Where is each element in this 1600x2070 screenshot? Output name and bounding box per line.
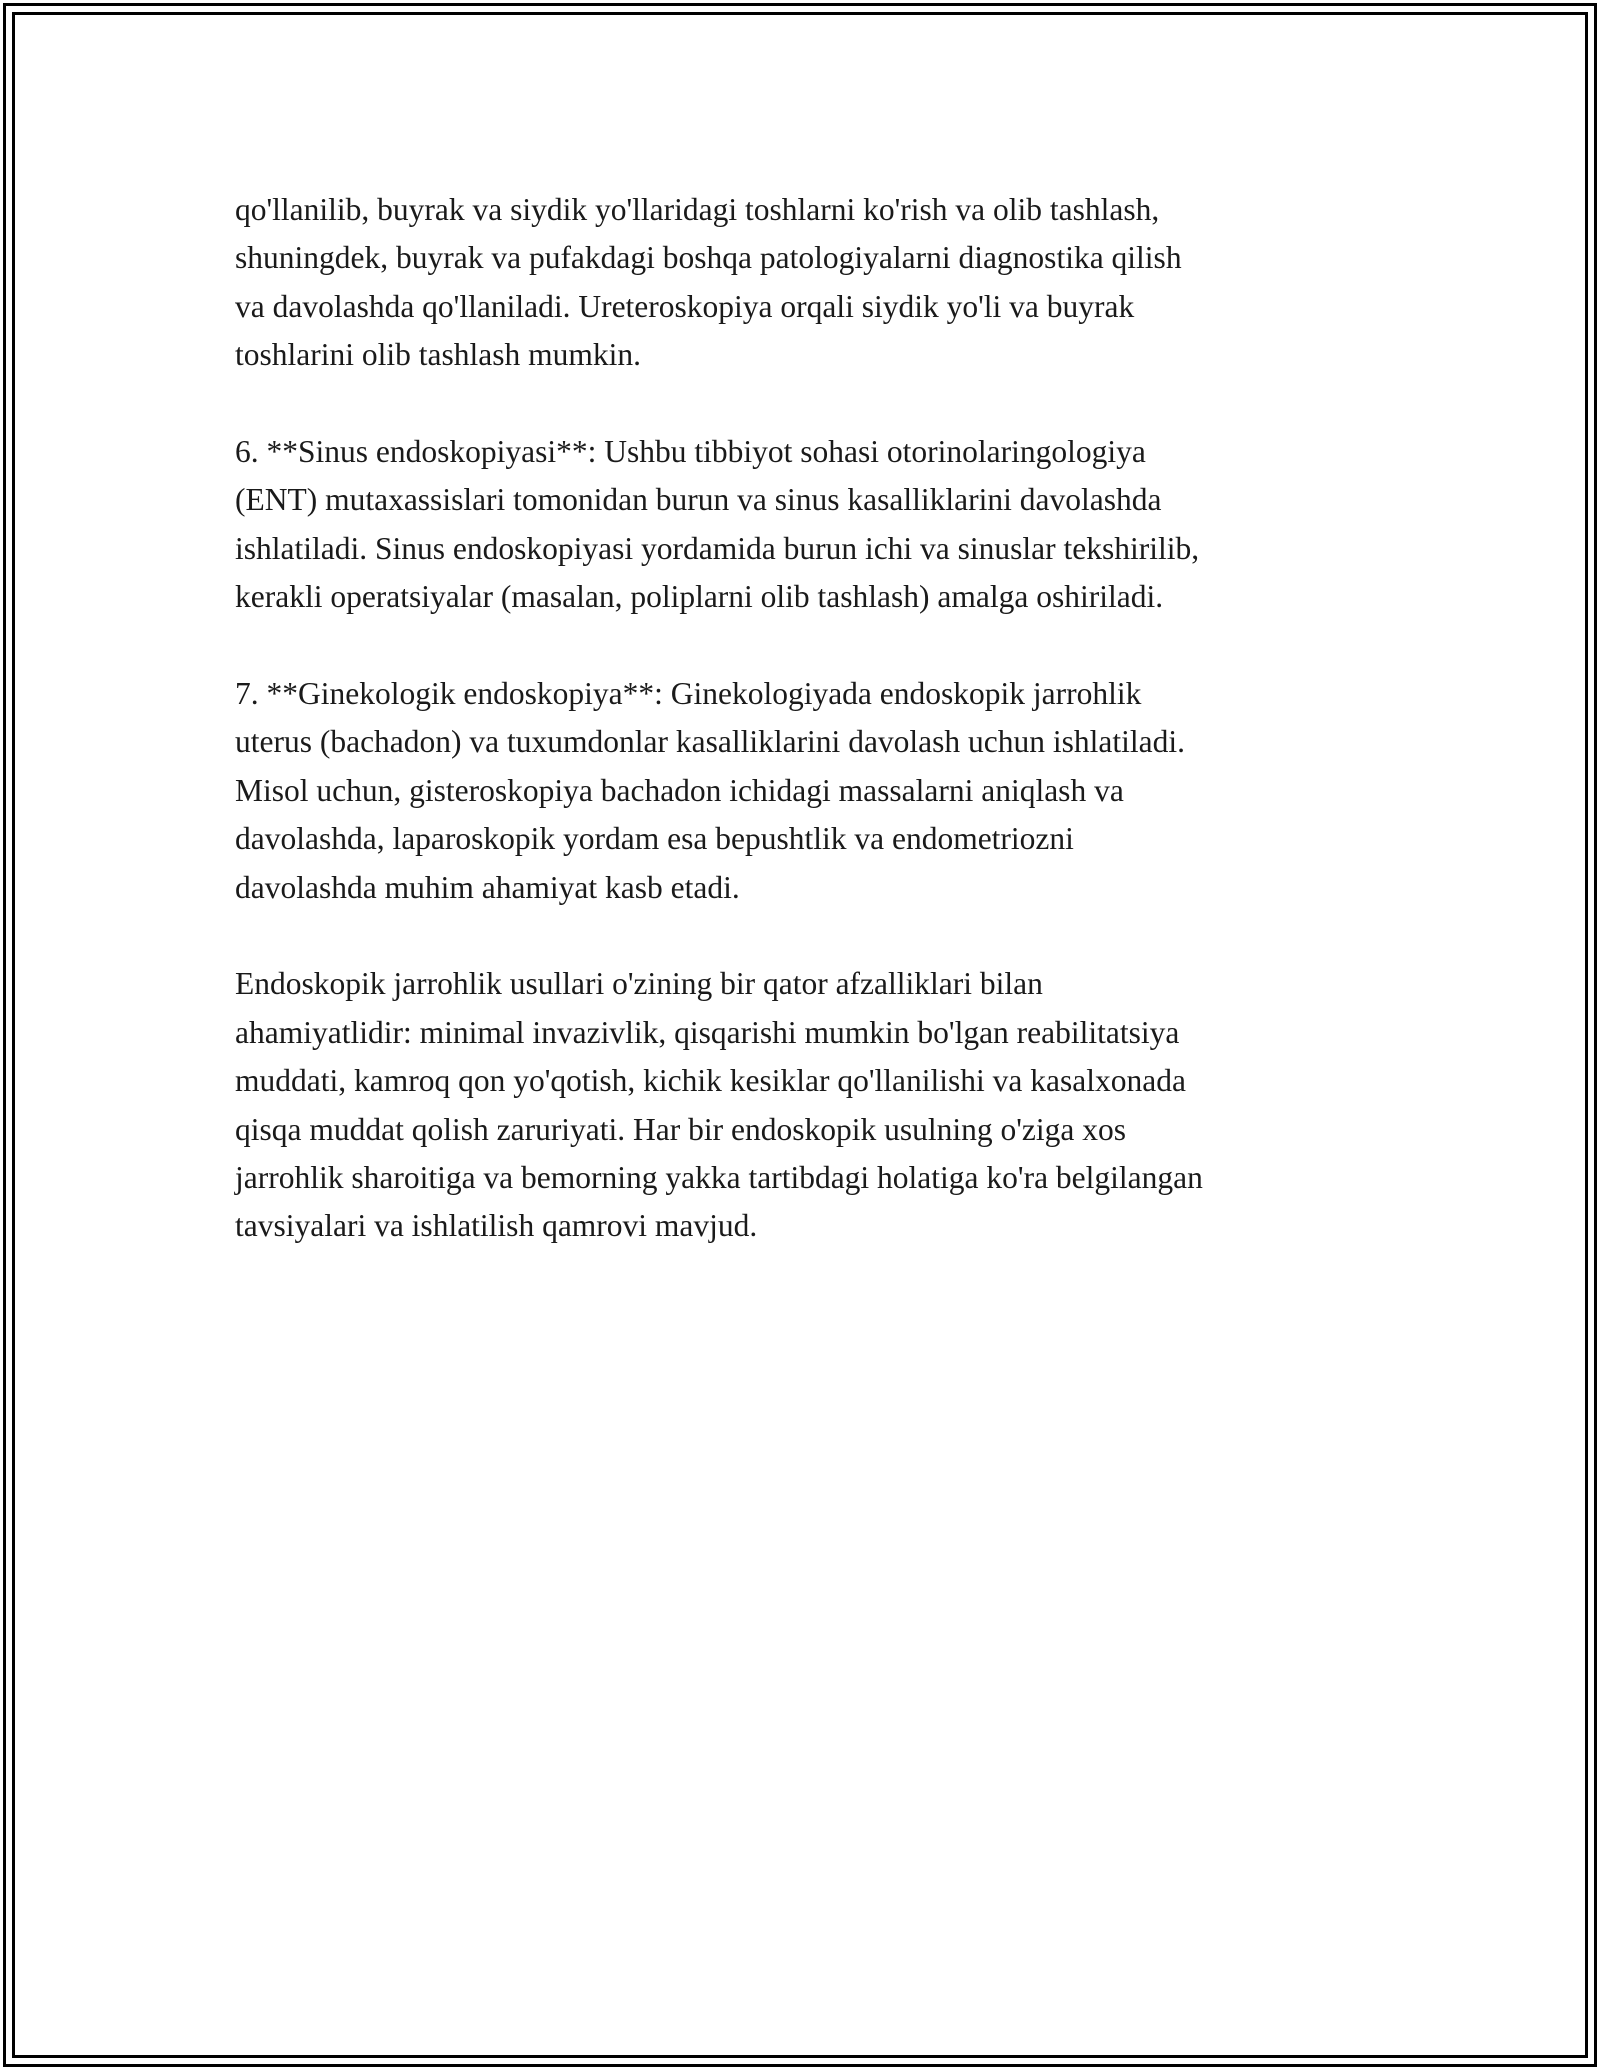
text-line: toshlarini olib tashlash mumkin. xyxy=(235,337,641,373)
text-line: va davolashda qo'llaniladi. Ureteroskopiya orqali siydik yo'li va buyrak xyxy=(235,288,1135,324)
text-line: kerakli operatsiyalar (masalan, poliplarni olib tashlash) amalga oshiriladi. xyxy=(235,579,1164,615)
text-line: qo'llanilib, buyrak va siydik yo'llaridagi toshlarni ko'rish va olib tashlash, xyxy=(235,192,1160,227)
text-line: Endoskopik jarrohlik usullari o'zining bir qator afzalliklari bilan xyxy=(235,966,1043,1002)
text-line: shuningdek, buyrak va pufakdagi boshqa patologiyalarni diagnostika qilish xyxy=(235,240,1182,276)
text-line: ahamiyatlidir: minimal invazivlik, qisqarishi mumkin bo'lgan reabilitatsiya xyxy=(235,1014,1180,1050)
paragraph-conclusion xyxy=(235,960,1375,1250)
paragraph-sinus-endoscopy xyxy=(235,428,1375,622)
paragraph-gynecologic-endoscopy xyxy=(235,670,1375,912)
text-line: 6. **Sinus endoskopiyasi**: Ushbu tibbiyot sohasi otorinolaringologiya xyxy=(235,434,1146,470)
document-body xyxy=(235,186,1375,1299)
text-line: davolashda muhim ahamiyat kasb etadi. xyxy=(235,869,740,905)
text-line: Misol uchun, gisteroskopiya bachadon ichidagi massalarni aniqlash va xyxy=(235,772,1124,808)
text-line: muddati, kamroq qon yo'qotish, kichik kesiklar qo'llanilishi va kasalxonada xyxy=(235,1063,1186,1099)
text-line: jarrohlik sharoitiga va bemorning yakka tartibdagi holatiga ko'ra belgilangan xyxy=(235,1160,1203,1196)
text-line: (ENT) mutaxassislari tomonidan burun va sinus kasalliklarini davolashda xyxy=(235,482,1162,518)
text-line: ishlatiladi. Sinus endoskopiyasi yordamida burun ichi va sinuslar tekshirilib, xyxy=(235,530,1200,566)
text-line: qisqa muddat qolish zaruriyati. Har bir endoskopik usulning o'ziga xos xyxy=(235,1111,1127,1147)
text-line: tavsiyalari va ishlatilish qamrovi mavjud. xyxy=(235,1208,758,1244)
text-line: 7. **Ginekologik endoskopiya**: Ginekologiyada endoskopik jarrohlik xyxy=(235,676,1142,712)
text-line: davolashda, laparoskopik yordam esa bepushtlik va endometriozni xyxy=(235,821,1074,857)
text-line: uterus (bachadon) va tuxumdonlar kasalliklarini davolash uchun ishlatiladi. xyxy=(235,724,1185,760)
paragraph-urology-continuation xyxy=(235,186,1375,380)
